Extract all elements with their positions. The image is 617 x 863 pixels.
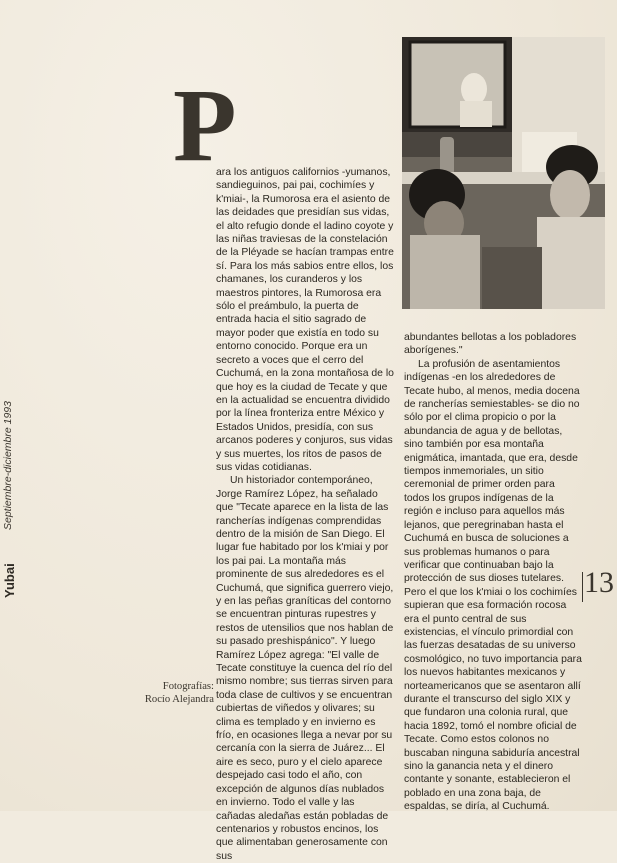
photograph: [402, 37, 605, 309]
issue-date: Septiembre-diciembre 1993: [2, 401, 14, 530]
photo-credit-label: Fotografías:: [162, 681, 214, 692]
paragraph: La profusión de asentamientos indígenas -en los alrededores de Tecate hubo, al menos, media docena de rancherías semiestables- se dio no sólo por el clima propicio o por la abundancia de agua y de bellotas, sino también por esa montaña enigmática, imantada, que era, desde tiempos inmemoriales, un sitio ceremonial de primer orden para todos los grupos indígenas de la región e incluso para aquellos más lejanos, que peregrinaban hasta el Cuchumá en busca de soluciones a sus problemas humanos o para verificar que continuaban bajo la protección de sus dioses tutelares. Pero el que los k'miai o los cochimíes supieran que esa formación rocosa era el punto central de sus existencias, el vínculo primordial con las fuerzas desatadas de su universo cosmológico, no tuvo importancia para los nuevos habitantes mexicanos y norteamericanos que se asentaron allí durante el transcurso del siglo XIX y que fundaron una colonia rural, que hacia 1892, tomó el nombre oficial de Tecate. Como estos colonos no buscaban ninguna sabiduría ancestral sino la ganancia neta y el dinero contante y sonante, establecieron el poblado en una zona baja, de espaldas, se diría, al Cuchumá.: [404, 358, 582, 813]
page-number-rule: [582, 572, 583, 602]
magazine-name: Yubai: [2, 563, 17, 598]
paragraph: Un historiador contemporáneo, Jorge Ramírez López, ha señalado que "Tecate aparece en la lista de las rancherías indígenas comprendidas dentro de la misión de San Diego. El lugar fue habitado por los k'miai y por los pai pai. La montaña más prominente de sus alrededores es el Cuchumá, que significa guerrero viejo, y en las peñas graníticas del contorno se encuentran pinturas rupestres y restos de utensilios que nos hablan de su pasado preshispánico". Y luego Ramírez López agrega: "El valle de Tecate constituye la cuenca del río del mismo nombre; sus tierras sirven para toda clase de cultivos y se encuentran cubiertas de viñedos y olivares; su clima es templado y en invierno es frío, en ocasiones llega a nevar por su cercanía con la sierra de Juárez... El aire es seco, puro y el cielo aparece despejado casi todo el año, con excepción de algunos días nublados en invierno. Todo el valle y las cañadas aledañas están pobladas de centenarios y robustos encinos, los que alimentaban generosamente con sus: [216, 475, 394, 862]
paragraph: ara los antiguos californios -yumanos, sandieguinos, pai pai, cochimíes y k'miai-, la Rumorosa era el asiento de las deidades que presidían sus vidas, el alto refugio donde el ladino coyote y las niñas traviesas de la constelación de la Pléyade se hacían trampas entre sí. Para los más sabios entre ellos, los chamanes, los curanderos y los maestros pintores, la Rumorosa era sólo el preámbulo, la puerta de entrada hacia el sitio sagrado de mayor poder que existía en todo su entorno conocido. Porque era un secreto a voces que el cerro del Cuchumá, en la zona montañosa de lo que hoy es la ciudad de Tecate y que en la actualidad se encuentra dividido por la línea fronteriza entre México y Estados Unidos, presidía, con sus arcanos poderes y conjuros, sus vidas y sus muertes, los ritos de pasos de sus vidas cotidianas.: [216, 167, 394, 473]
photo-credit-name: Rocío Alejandra: [144, 694, 214, 705]
article-column-2: [404, 331, 582, 814]
photo-credit: [138, 680, 214, 706]
photo-illustration: [402, 37, 605, 309]
article-column-1: [216, 166, 394, 863]
paragraph: abundantes bellotas a los pobladores aborígenes.": [404, 332, 577, 357]
drop-cap: P: [173, 68, 237, 183]
page-number: 13: [584, 566, 614, 599]
